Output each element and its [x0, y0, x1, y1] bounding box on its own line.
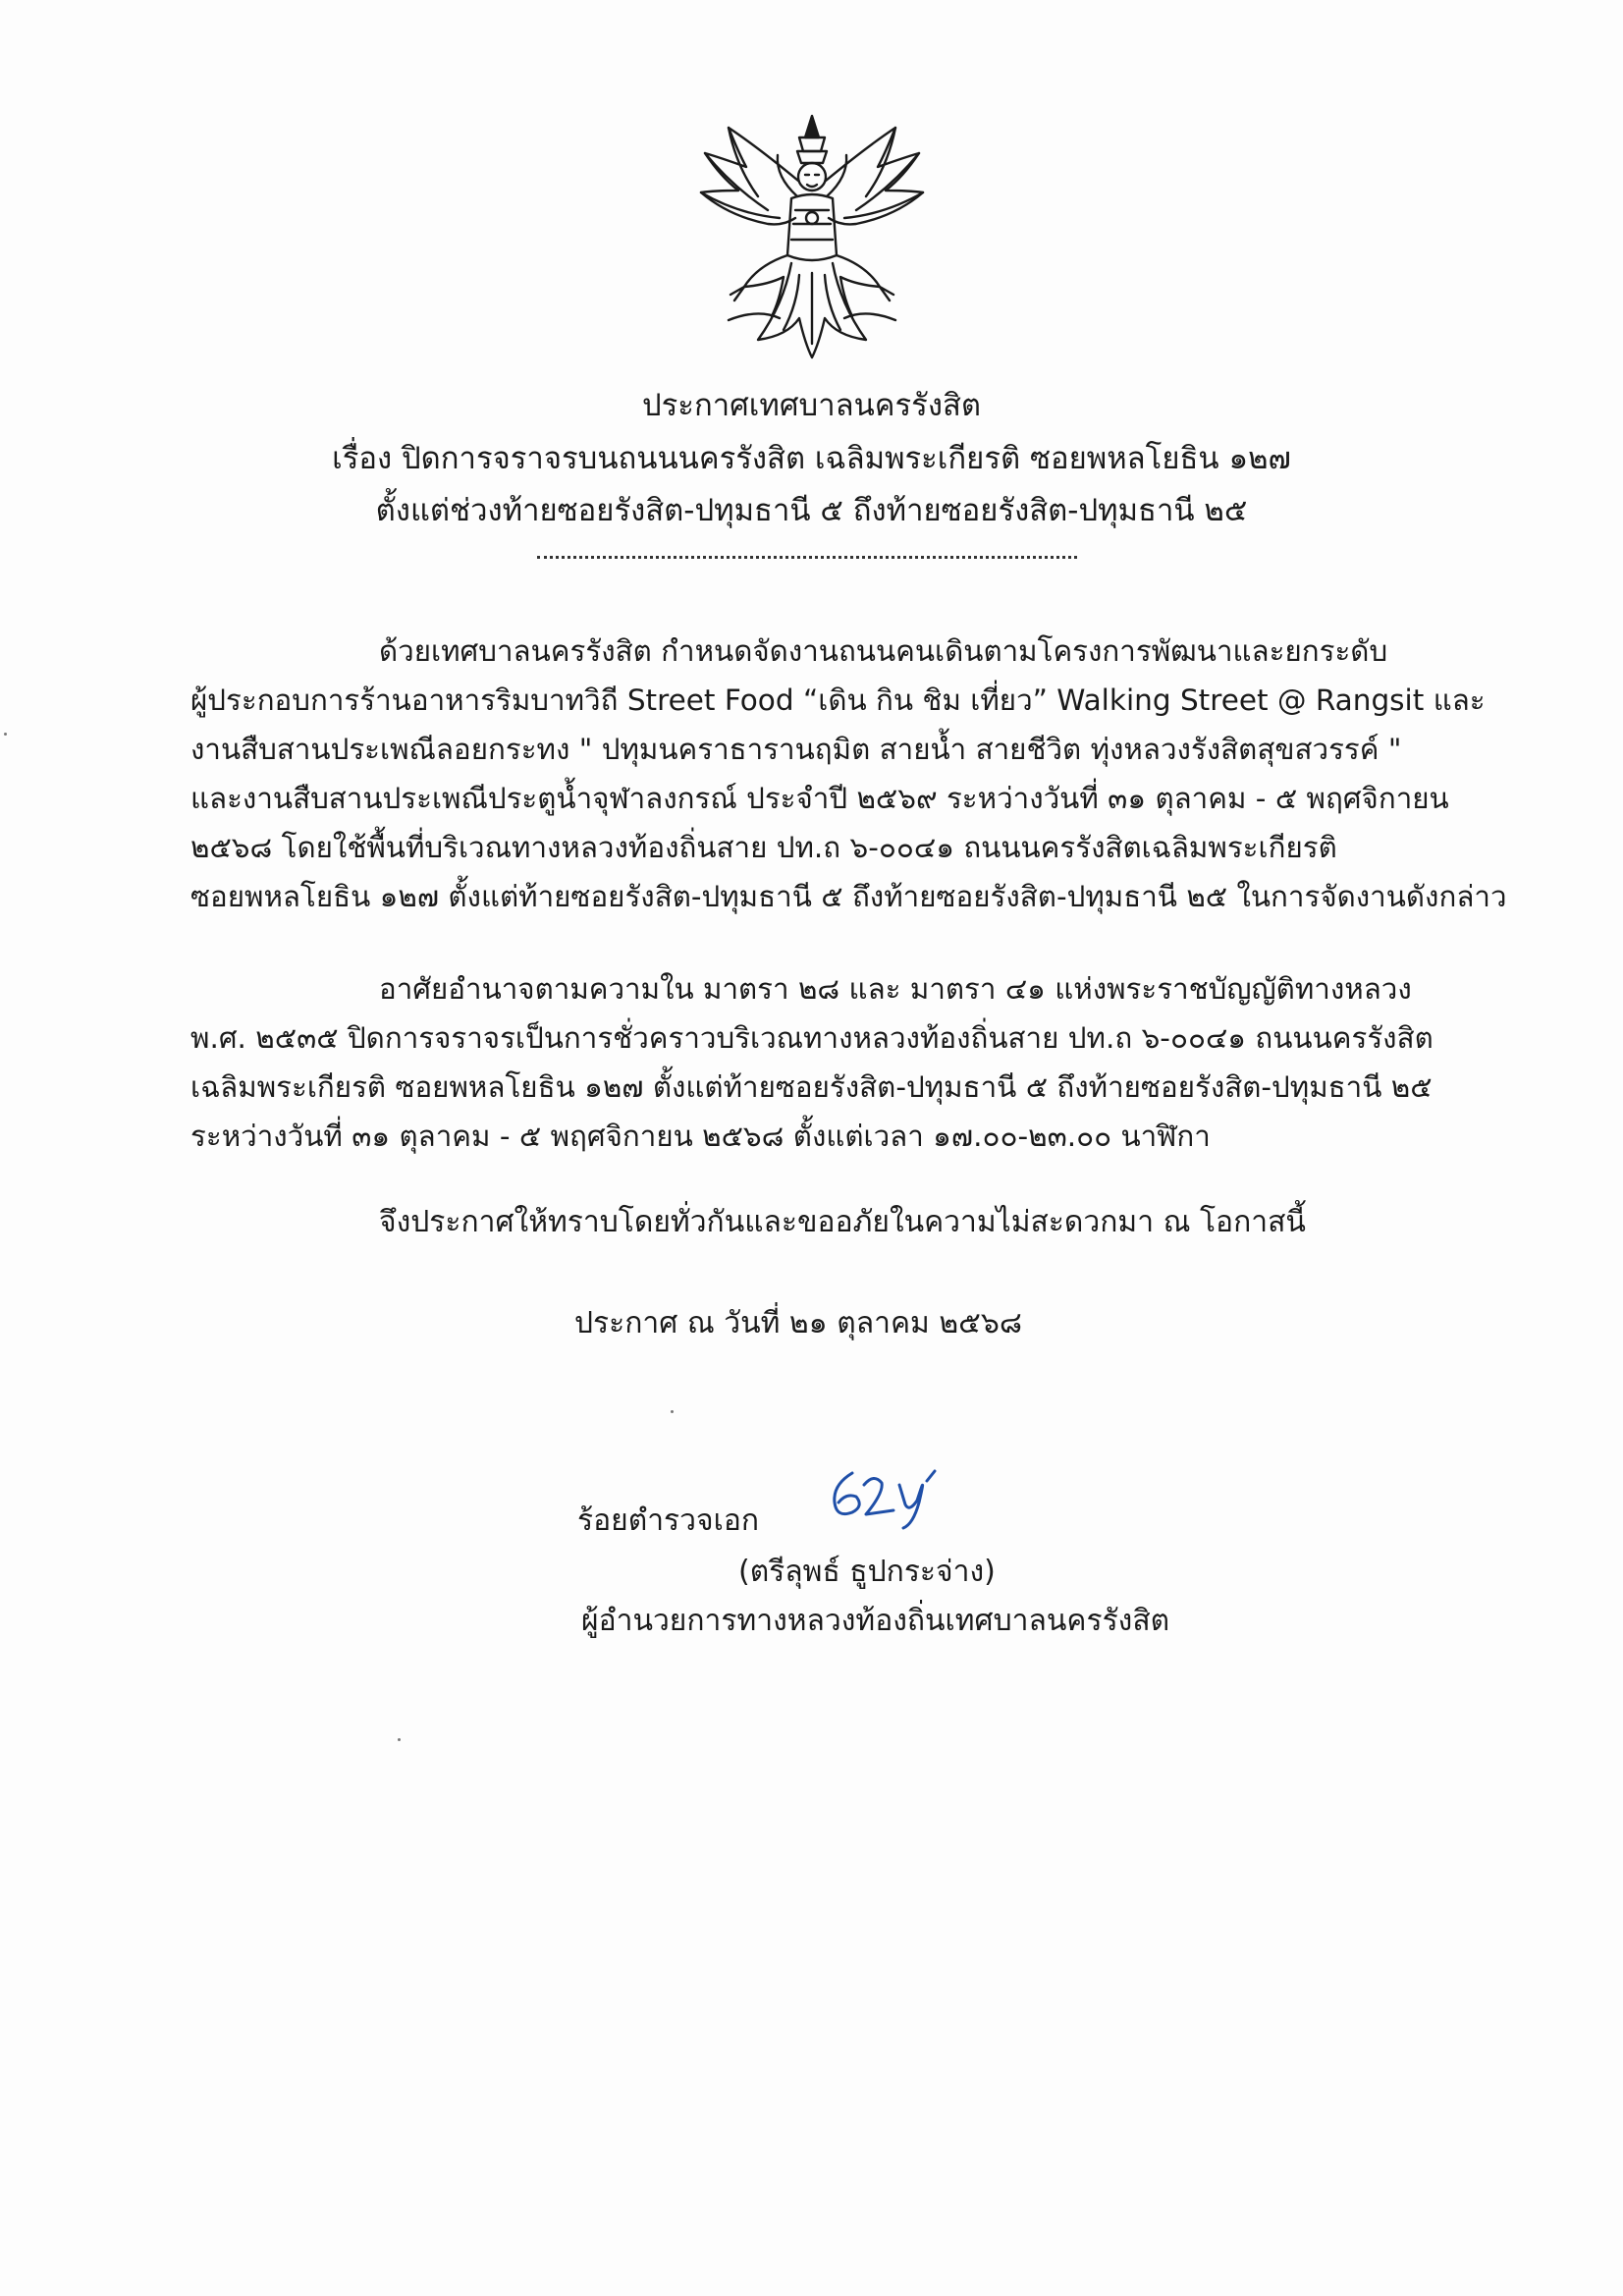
paragraph-event [190, 627, 1507, 921]
scan-speck [398, 1738, 401, 1741]
text-line: ๒๕๖๘ โดยใช้พื้นที่บริเวณทางหลวงท้องถิ่นสาย ปท.ถ ๖-๐๐๔๑ ถนนนครรังสิตเฉลิมพระเกียรติ [190, 831, 1337, 864]
garuda-emblem-icon [689, 108, 935, 363]
signer-rank: ร้อยตำรวจเอก [577, 1503, 760, 1538]
signer-position: ผู้อำนวยการทางหลวงท้องถิ่นเทศบาลนครรังสิต [581, 1604, 1170, 1638]
paragraph-legal-basis [190, 964, 1434, 1161]
text-line: ผู้ประกอบการร้านอาหารริมบาทวิถี Street Food “เดิน กิน ชิม เที่ยว” Walking Street @ Rangsit และ [190, 683, 1486, 717]
text-line: งานสืบสานประเพณีลอยกระทง " ปทุมนคราธารานฤมิต สายน้ำ สายชีวิต ทุ่งหลวงรังสิตสุขสวรรค์ " [190, 733, 1402, 766]
announcement-date: ประกาศ ณ วันที่ ๒๑ ตุลาคม ๒๕๖๘ [574, 1306, 1023, 1340]
text-line: ด้วยเทศบาลนครรังสิต กำหนดจัดงานถนนคนเดินตามโครงการพัฒนาและยกระดับ [379, 634, 1388, 668]
text-line: พ.ศ. ๒๕๓๕ ปิดการจราจรเป็นการชั่วคราวบริเวณทางหลวงท้องถิ่นสาย ปท.ถ ๖-๐๐๔๑ ถนนนครรังสิต [190, 1021, 1434, 1055]
scan-speck [671, 1410, 674, 1413]
text-line: อาศัยอำนาจตามความใน มาตรา ๒๘ และ มาตรา ๔๑ แห่งพระราชบัญญัติทางหลวง [379, 972, 1412, 1006]
text-line: และงานสืบสานประเพณีประตูน้ำจุฬาลงกรณ์ ประจำปี ๒๕๖๙ ระหว่างวันที่ ๓๑ ตุลาคม - ๕ พฤศจิกายน [190, 782, 1449, 815]
announcement-subject: เรื่อง ปิดการจราจรบนถนนนครรังสิต เฉลิมพระเกียรติ ซอยพหลโยธิน ๑๒๗ [332, 441, 1291, 476]
dotted-divider [537, 556, 1077, 559]
text-line: ระหว่างวันที่ ๓๑ ตุลาคม - ๕ พฤศจิกายน ๒๕๖๘ ตั้งแต่เวลา ๑๗.๐๐-๒๓.๐๐ นาฬิกา [190, 1120, 1211, 1153]
text-line: ซอยพหลโยธิน ๑๒๗ ตั้งแต่ท้ายซอยรังสิต-ปทุมธานี ๕ ถึงท้ายซอยรังสิต-ปทุมธานี ๒๕ ในการจัดงานดังกล่าว [190, 880, 1507, 913]
scan-speck [4, 733, 7, 736]
announcement-subject-continued: ตั้งแต่ช่วงท้ายซอยรังสิต-ปทุมธานี ๕ ถึงท้ายซอยรังสิต-ปทุมธานี ๒๕ [375, 493, 1248, 528]
announcement-title: ประกาศเทศบาลนครรังสิต [641, 388, 982, 423]
text-line: เฉลิมพระเกียรติ ซอยพหลโยธิน ๑๒๗ ตั้งแต่ท้ายซอยรังสิต-ปทุมธานี ๕ ถึงท้ายซอยรังสิต-ปทุมธานี ๒๕ [190, 1070, 1433, 1104]
handwritten-signature [823, 1463, 970, 1532]
signer-name: (ตรีลุพธ์ ธูปกระจ่าง) [738, 1555, 996, 1589]
closing-sentence: จึงประกาศให้ทราบโดยทั่วกันและขออภัยในความไม่สะดวกมา ณ โอกาสนี้ [379, 1205, 1306, 1239]
